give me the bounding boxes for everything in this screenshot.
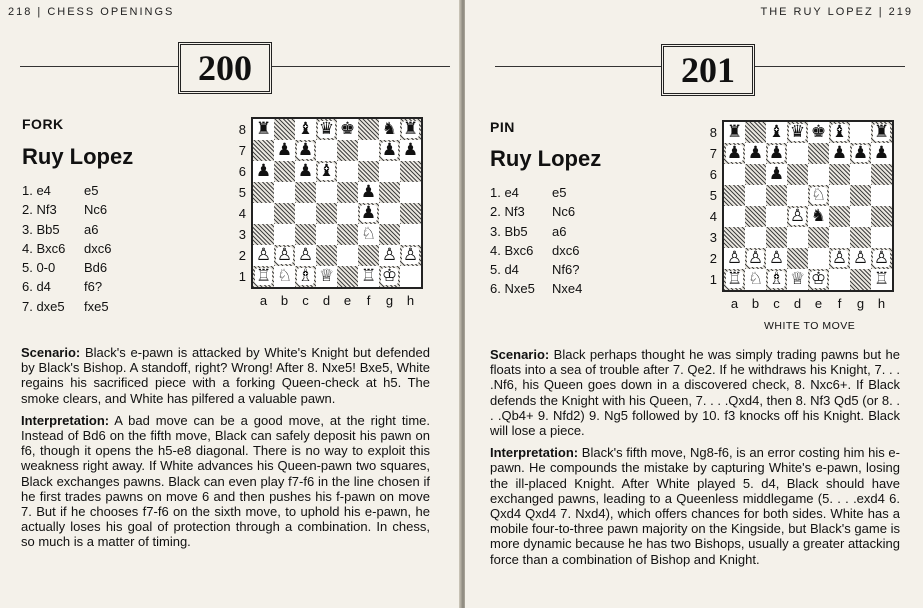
running-head: THE RUY LOPEZ | 219 — [760, 6, 913, 18]
rank-label: 5 — [709, 188, 717, 203]
black-move: dxc6 — [84, 240, 112, 256]
square-a5 — [253, 182, 274, 203]
board-caption: WHITE TO MOVE — [764, 320, 856, 332]
white-rook-icon: ♖ — [873, 269, 890, 289]
scenario-label: Scenario: — [21, 345, 81, 360]
square-d5 — [316, 182, 337, 203]
square-a8 — [253, 119, 274, 140]
square-d6 — [316, 161, 337, 182]
square-a4 — [253, 203, 274, 224]
white-pawn-icon: ♙ — [831, 248, 848, 268]
file-label: b — [280, 293, 289, 308]
square-b1 — [274, 266, 295, 287]
diagram-number: 201 — [661, 44, 755, 96]
black-queen-icon: ♛ — [318, 119, 335, 139]
black-move: dxc6 — [552, 242, 580, 258]
square-g2 — [379, 245, 400, 266]
file-labels — [724, 296, 892, 311]
chess-board — [709, 120, 894, 311]
square-c2 — [766, 248, 787, 269]
square-d2 — [787, 248, 808, 269]
square-d8 — [316, 119, 337, 140]
square-g5 — [379, 182, 400, 203]
black-king-icon: ♚ — [810, 122, 827, 142]
square-c5 — [295, 182, 316, 203]
black-pawn-icon: ♟ — [726, 143, 743, 163]
white-bishop-icon: ♗ — [768, 269, 785, 289]
black-move: Nc6 — [552, 204, 576, 220]
rank-label: 3 — [709, 230, 717, 245]
square-d4 — [787, 206, 808, 227]
square-f7 — [358, 140, 379, 161]
square-e4 — [808, 206, 829, 227]
square-a1 — [724, 269, 745, 290]
square-b1 — [745, 269, 766, 290]
square-b6 — [745, 164, 766, 185]
square-e1 — [337, 266, 358, 287]
square-b8 — [274, 119, 295, 140]
square-b4 — [274, 203, 295, 224]
square-d3 — [316, 224, 337, 245]
file-label: d — [322, 293, 331, 308]
square-b5 — [745, 185, 766, 206]
square-a3 — [253, 224, 274, 245]
square-c4 — [295, 203, 316, 224]
square-f4 — [358, 203, 379, 224]
white-king-icon: ♔ — [381, 266, 398, 286]
black-pawn-icon: ♟ — [768, 164, 785, 184]
square-f8 — [358, 119, 379, 140]
file-label: d — [793, 296, 802, 311]
white-pawn-icon: ♙ — [297, 245, 314, 265]
square-g1 — [379, 266, 400, 287]
square-a2 — [724, 248, 745, 269]
rank-label: 8 — [238, 122, 246, 137]
rank-label: 2 — [238, 248, 246, 263]
square-h5 — [400, 182, 421, 203]
square-g8 — [379, 119, 400, 140]
square-b7 — [274, 140, 295, 161]
move-row — [22, 277, 111, 296]
square-b3 — [274, 224, 295, 245]
black-rook-icon: ♜ — [402, 119, 419, 139]
white-knight-icon: ♘ — [276, 266, 293, 286]
square-h6 — [871, 164, 892, 185]
square-g1 — [850, 269, 871, 290]
white-pawn-icon: ♙ — [747, 248, 764, 268]
white-move: 3. Bb5 — [490, 223, 528, 239]
square-h1 — [400, 266, 421, 287]
square-g3 — [379, 224, 400, 245]
interpretation-text: Black's fifth move, Ng8-f6, is an error costing him his e-pawn. He compounds the mistake by capturing White's e-pawn, losing the ill-placed Knight. After White played 5. d4, Black should have exchanged pawns, leading to a Queenless middlegame (5. . . .exd4 6. Qxd4 Qxd4 7. Nxd4), which offers chances for both sides. White has a mobile four-to-three pawn majority on the Kingside, but Black's game is more dynamic because he has two Bishops, usually a greater attacking force than a combination of Bishop and Knight. — [490, 445, 900, 567]
file-label: f — [837, 296, 842, 311]
black-knight-icon: ♞ — [381, 119, 398, 139]
square-h7 — [871, 143, 892, 164]
black-pawn-icon: ♟ — [297, 140, 314, 160]
black-move: a6 — [84, 221, 99, 237]
square-f3 — [829, 227, 850, 248]
body-text — [490, 347, 900, 574]
square-b3 — [745, 227, 766, 248]
square-a4 — [724, 206, 745, 227]
square-a6 — [724, 164, 745, 185]
square-e2 — [337, 245, 358, 266]
square-g7 — [379, 140, 400, 161]
file-label: g — [856, 296, 865, 311]
white-queen-icon: ♕ — [789, 269, 806, 289]
running-head: 218 | CHESS OPENINGS — [8, 6, 175, 18]
move-list — [22, 181, 111, 316]
square-f4 — [829, 206, 850, 227]
square-a7 — [724, 143, 745, 164]
black-bishop-icon: ♝ — [318, 161, 335, 181]
square-b8 — [745, 122, 766, 143]
interpretation-paragraph — [490, 445, 900, 567]
square-e7 — [808, 143, 829, 164]
move-list — [490, 183, 582, 299]
square-a1 — [253, 266, 274, 287]
black-pawn-icon: ♟ — [831, 143, 848, 163]
scenario-text: Black perhaps thought he was simply trading pawns but he floats into a sea of trouble after 7. Qe2. If he withdraws his Knight, 7. . . .Nf6, his Queen goes down in a discovered check, 8. Nxc6+. If Black defends the Knight with his Queen, 7. . . .Qxd4, then 8. Nf3 Qd5 (or 8. . . .Qb4+ 9. Nfd2) 9. Ng5 followed by 10. f3 knocks off his Knight. Black will lose a piece. — [490, 347, 900, 439]
square-h7 — [400, 140, 421, 161]
scenario-paragraph — [490, 347, 900, 438]
file-label: c — [773, 296, 780, 311]
square-g3 — [850, 227, 871, 248]
black-pawn-icon: ♟ — [747, 143, 764, 163]
black-pawn-icon: ♟ — [873, 143, 890, 163]
white-pawn-icon: ♙ — [768, 248, 785, 268]
move-row — [22, 239, 111, 258]
file-label: f — [366, 293, 371, 308]
black-pawn-icon: ♟ — [297, 161, 314, 181]
square-e1 — [808, 269, 829, 290]
black-move: e5 — [552, 185, 567, 200]
square-b5 — [274, 182, 295, 203]
square-h3 — [400, 224, 421, 245]
square-c3 — [295, 224, 316, 245]
square-c1 — [295, 266, 316, 287]
white-knight-icon: ♘ — [747, 269, 764, 289]
black-move: Nf6? — [552, 262, 580, 278]
square-f2 — [358, 245, 379, 266]
square-f3 — [358, 224, 379, 245]
square-c2 — [295, 245, 316, 266]
rank-label: 1 — [709, 272, 717, 287]
black-move: Bd6 — [84, 260, 108, 276]
square-g2 — [850, 248, 871, 269]
square-c6 — [295, 161, 316, 182]
square-e6 — [808, 164, 829, 185]
file-label: h — [877, 296, 886, 311]
rank-label: 7 — [238, 143, 246, 158]
file-label: a — [730, 296, 739, 311]
square-e2 — [808, 248, 829, 269]
square-d7 — [787, 143, 808, 164]
black-rook-icon: ♜ — [873, 122, 890, 142]
white-move: 4. Bxc6 — [22, 240, 66, 256]
square-e5 — [337, 182, 358, 203]
rank-label: 2 — [709, 251, 717, 266]
theme-label: FORK — [22, 116, 64, 132]
square-h2 — [400, 245, 421, 266]
square-g8 — [850, 122, 871, 143]
square-f8 — [829, 122, 850, 143]
square-a6 — [253, 161, 274, 182]
square-a3 — [724, 227, 745, 248]
square-c5 — [766, 185, 787, 206]
white-move: 5. d4 — [490, 262, 519, 278]
rank-label: 8 — [709, 125, 717, 140]
move-row — [490, 260, 582, 279]
black-pawn-icon: ♟ — [276, 140, 293, 160]
black-rook-icon: ♜ — [726, 122, 743, 142]
black-knight-icon: ♞ — [810, 206, 827, 226]
white-move: 5. 0-0 — [22, 260, 56, 276]
square-c7 — [295, 140, 316, 161]
white-rook-icon: ♖ — [360, 266, 377, 286]
theme-label: PIN — [490, 119, 515, 135]
square-h8 — [871, 122, 892, 143]
square-f7 — [829, 143, 850, 164]
square-f5 — [358, 182, 379, 203]
black-bishop-icon: ♝ — [831, 122, 848, 142]
square-e7 — [337, 140, 358, 161]
square-g6 — [850, 164, 871, 185]
board-grid — [251, 117, 423, 289]
white-move: 6. d4 — [22, 279, 51, 295]
square-b4 — [745, 206, 766, 227]
black-bishop-icon: ♝ — [297, 119, 314, 139]
file-label: e — [343, 293, 352, 308]
scenario-text: Black's e-pawn is attacked by White's Knight but defended by Black's Bishop. A standoff, right? Wrong! After 8. Nxe5! Bxe5, White regains his sacrificed piece with a forking Queen-check at h5. The smoke clears, and White has pilfered a valuable pawn. — [21, 345, 430, 406]
square-c7 — [766, 143, 787, 164]
square-d8 — [787, 122, 808, 143]
square-h5 — [871, 185, 892, 206]
white-pawn-icon: ♙ — [381, 245, 398, 265]
square-h3 — [871, 227, 892, 248]
move-row — [22, 200, 111, 219]
file-label: a — [259, 293, 268, 308]
file-labels — [253, 293, 421, 308]
square-h1 — [871, 269, 892, 290]
move-row — [22, 297, 111, 316]
rank-label: 4 — [709, 209, 717, 224]
rank-labels — [705, 122, 717, 290]
white-pawn-icon: ♙ — [276, 245, 293, 265]
black-pawn-icon: ♟ — [768, 143, 785, 163]
square-f5 — [829, 185, 850, 206]
left-page — [0, 0, 461, 608]
white-pawn-icon: ♙ — [789, 206, 806, 226]
rank-label: 6 — [238, 164, 246, 179]
white-pawn-icon: ♙ — [726, 248, 743, 268]
square-c8 — [766, 122, 787, 143]
square-h4 — [871, 206, 892, 227]
black-bishop-icon: ♝ — [768, 122, 785, 142]
square-c1 — [766, 269, 787, 290]
white-knight-icon: ♘ — [810, 185, 827, 205]
square-f6 — [829, 164, 850, 185]
scenario-label: Scenario: — [490, 347, 550, 362]
white-move: 3. Bb5 — [22, 221, 60, 237]
black-pawn-icon: ♟ — [381, 140, 398, 160]
square-e4 — [337, 203, 358, 224]
interpretation-paragraph — [21, 413, 430, 550]
square-d1 — [787, 269, 808, 290]
rank-label: 4 — [238, 206, 246, 221]
square-b7 — [745, 143, 766, 164]
square-g6 — [379, 161, 400, 182]
square-c6 — [766, 164, 787, 185]
white-move: 4. Bxc6 — [490, 242, 534, 258]
square-f1 — [829, 269, 850, 290]
white-pawn-icon: ♙ — [852, 248, 869, 268]
file-label: c — [302, 293, 309, 308]
square-b2 — [745, 248, 766, 269]
black-rook-icon: ♜ — [255, 119, 272, 139]
file-label: e — [814, 296, 823, 311]
square-e8 — [808, 122, 829, 143]
square-a7 — [253, 140, 274, 161]
white-move: 2. Nf3 — [22, 202, 57, 218]
file-label: b — [751, 296, 760, 311]
opening-title: Ruy Lopez — [22, 144, 134, 169]
square-h6 — [400, 161, 421, 182]
file-label: g — [385, 293, 394, 308]
square-h4 — [400, 203, 421, 224]
move-row — [490, 183, 582, 202]
interpretation-label: Interpretation: — [490, 445, 579, 461]
square-d1 — [316, 266, 337, 287]
move-row — [490, 279, 582, 298]
black-move: Nxe4 — [552, 281, 583, 297]
square-e5 — [808, 185, 829, 206]
white-move: 7. dxe5 — [22, 298, 65, 314]
square-g4 — [850, 206, 871, 227]
black-move: Nc6 — [84, 202, 108, 218]
square-f2 — [829, 248, 850, 269]
square-e3 — [337, 224, 358, 245]
black-king-icon: ♚ — [339, 119, 356, 139]
white-move: 1. e4 — [490, 185, 519, 200]
square-c3 — [766, 227, 787, 248]
move-row — [490, 202, 582, 221]
black-pawn-icon: ♟ — [360, 182, 377, 202]
square-d4 — [316, 203, 337, 224]
square-a8 — [724, 122, 745, 143]
white-rook-icon: ♖ — [726, 269, 743, 289]
move-row — [490, 241, 582, 260]
white-queen-icon: ♕ — [318, 266, 335, 286]
square-f1 — [358, 266, 379, 287]
diagram-number: 200 — [178, 42, 272, 94]
square-b6 — [274, 161, 295, 182]
move-row — [22, 220, 111, 239]
square-e8 — [337, 119, 358, 140]
square-d6 — [787, 164, 808, 185]
white-pawn-icon: ♙ — [402, 245, 419, 265]
black-move: f6? — [84, 279, 103, 295]
square-d3 — [787, 227, 808, 248]
square-h2 — [871, 248, 892, 269]
black-queen-icon: ♛ — [789, 122, 806, 142]
interpretation-label: Interpretation: — [21, 412, 110, 428]
square-d2 — [316, 245, 337, 266]
white-move: 6. Nxe5 — [490, 281, 535, 297]
square-d5 — [787, 185, 808, 206]
white-bishop-icon: ♗ — [297, 266, 314, 286]
square-g4 — [379, 203, 400, 224]
square-a5 — [724, 185, 745, 206]
square-e6 — [337, 161, 358, 182]
rank-label: 6 — [709, 167, 717, 182]
move-row — [490, 222, 582, 241]
square-b2 — [274, 245, 295, 266]
black-pawn-icon: ♟ — [360, 203, 377, 223]
white-king-icon: ♔ — [810, 269, 827, 289]
black-move: e5 — [84, 183, 99, 198]
white-knight-icon: ♘ — [360, 224, 377, 244]
interpretation-text: A bad move can be a good move, at the right time. Instead of Bd6 on the fifth move, Black can safely deposit his pawn on f6, though it opens the h5-e8 diagonal. There is no way to exploit this weakness right away. If White advances his Queen-pawn two squares, Black exchanges pawns. Black can even play f7-f6 in the line chosen if he first trades pawns on move 6 and then pushes his f-pawn on move 7. But if he chooses f7-f6 on the sixth move, to uphold his e-pawn, he actually loses his goal of protection through a combination. In chess, so much is a matter of timing. — [21, 412, 430, 550]
square-f6 — [358, 161, 379, 182]
scenario-paragraph — [21, 345, 430, 406]
square-e3 — [808, 227, 829, 248]
square-c4 — [766, 206, 787, 227]
rank-labels — [234, 119, 246, 287]
white-move: 2. Nf3 — [490, 204, 525, 220]
white-pawn-icon: ♙ — [873, 248, 890, 268]
body-text — [21, 345, 430, 557]
white-rook-icon: ♖ — [255, 266, 272, 286]
square-d7 — [316, 140, 337, 161]
black-pawn-icon: ♟ — [402, 140, 419, 160]
square-a2 — [253, 245, 274, 266]
chess-board — [238, 117, 423, 308]
opening-title: Ruy Lopez — [490, 146, 602, 171]
black-move: a6 — [552, 223, 567, 239]
square-g7 — [850, 143, 871, 164]
file-label: h — [406, 293, 415, 308]
right-page — [465, 0, 923, 608]
rank-label: 3 — [238, 227, 246, 242]
square-c8 — [295, 119, 316, 140]
rank-label: 1 — [238, 269, 246, 284]
white-move: 1. e4 — [22, 183, 51, 198]
rank-label: 7 — [709, 146, 717, 161]
square-g5 — [850, 185, 871, 206]
move-row — [22, 258, 111, 277]
black-pawn-icon: ♟ — [852, 143, 869, 163]
white-pawn-icon: ♙ — [255, 245, 272, 265]
rank-label: 5 — [238, 185, 246, 200]
board-grid — [722, 120, 894, 292]
black-pawn-icon: ♟ — [255, 161, 272, 181]
square-h8 — [400, 119, 421, 140]
black-move: fxe5 — [84, 298, 109, 314]
move-row — [22, 181, 111, 200]
